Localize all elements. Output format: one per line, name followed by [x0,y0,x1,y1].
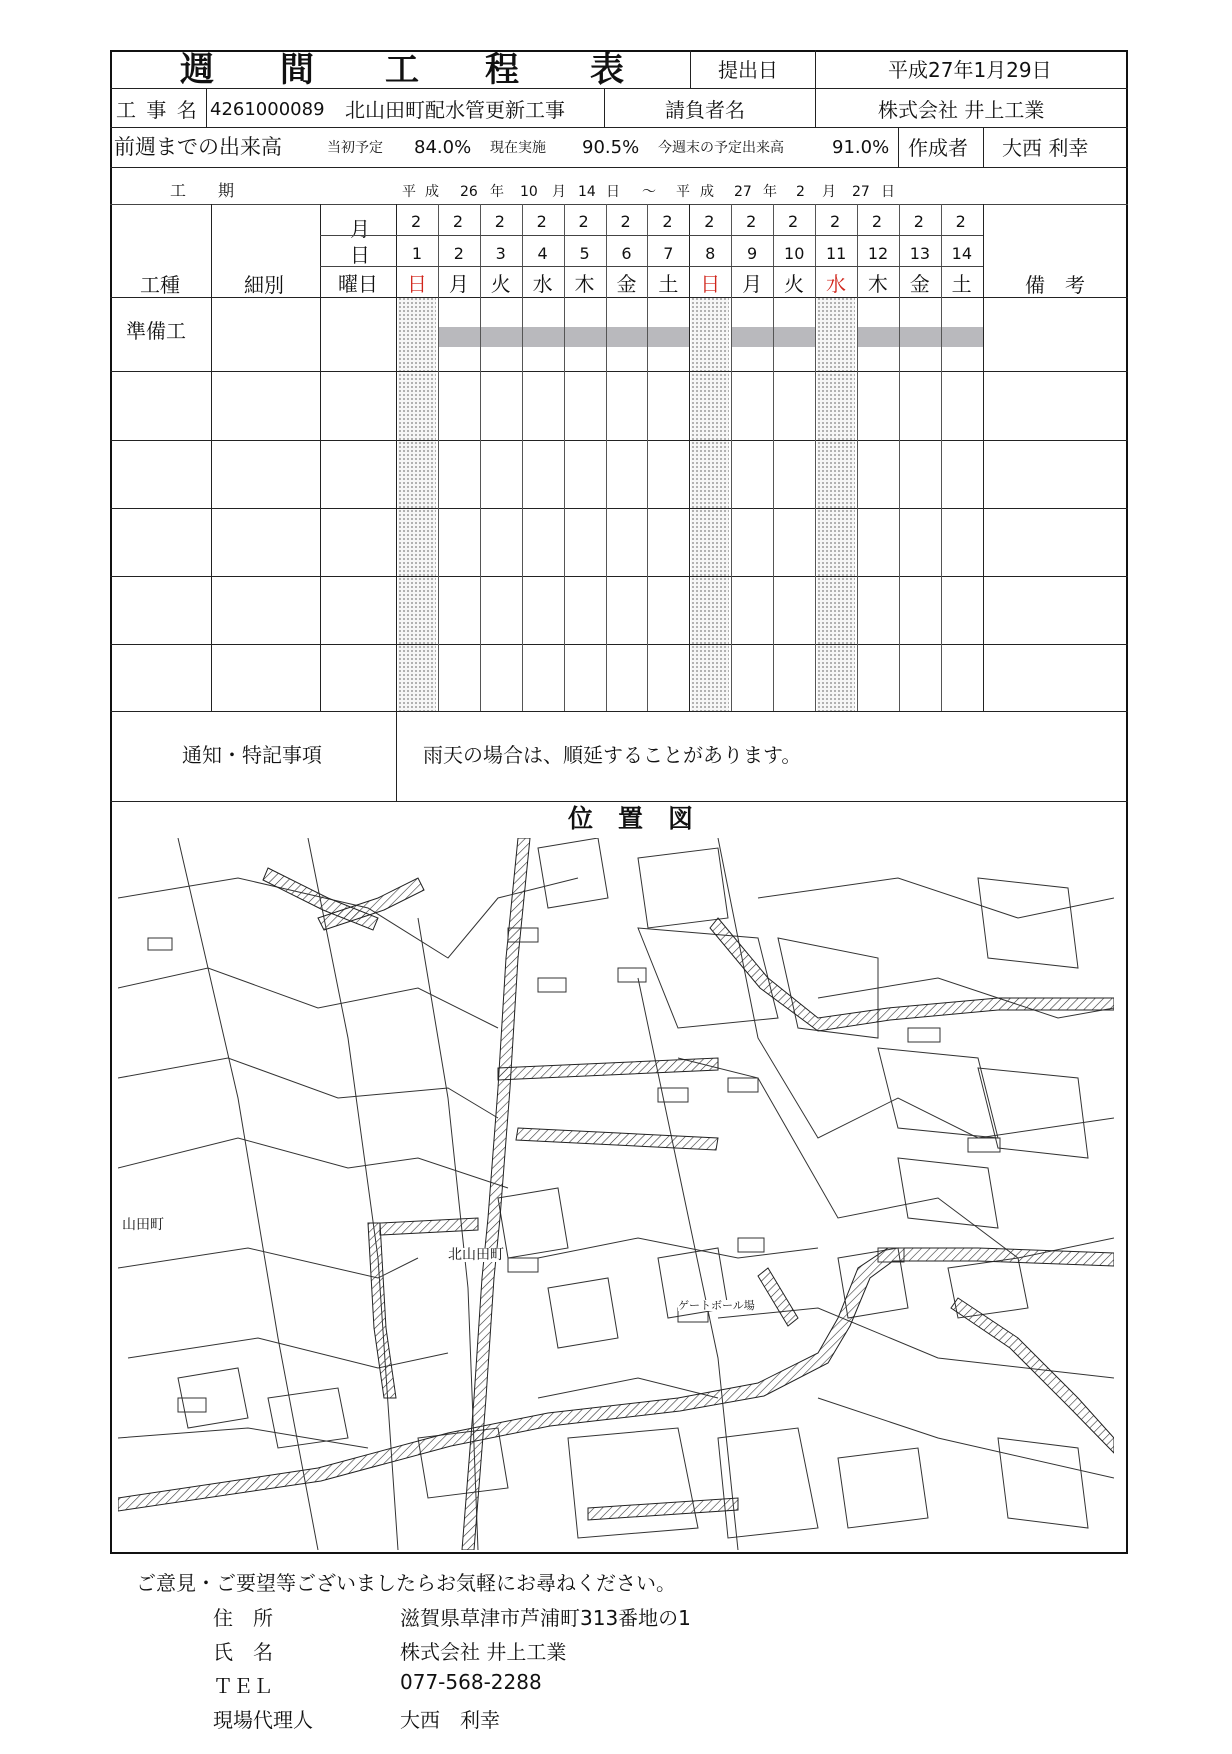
title-char: 週 [180,50,214,90]
work-type: 準備工 [126,319,186,343]
planned-label: 当初予定 [327,140,383,156]
period-char: 27 [734,184,752,200]
month-number: 2 [746,212,757,231]
actual-value: 90.5% [582,137,640,158]
day-number: 12 [867,244,889,263]
day-number: 9 [747,244,758,263]
weekday: 土 [951,272,972,296]
day-number: 11 [825,244,847,263]
contractor-name: 株式会社 井上工業 [878,98,1045,122]
weekday: 日 [700,272,721,296]
submit-date: 平成27年1月29日 [888,58,1052,82]
grid-line [606,204,607,711]
day-number: 13 [909,244,931,263]
day-number: 8 [705,244,716,263]
period-char: 26 [460,184,478,200]
author-label: 作成者 [908,136,968,160]
month-number: 2 [788,212,799,231]
contractor-label: 請負者名 [665,98,745,122]
holiday-column [398,297,436,711]
grid-line [320,266,983,267]
period-char: 14 [578,184,596,200]
day-number: 5 [579,244,590,263]
title-char: 工 [385,50,419,90]
address-label: 住 所 [213,1606,273,1630]
period-char: 平 [402,184,416,200]
holiday-column [817,297,855,711]
grid-line [815,204,816,711]
weekday: 木 [867,272,888,296]
map-label-yamada: 山田町 [122,1217,164,1233]
month-number: 2 [494,212,505,231]
day-number: 2 [453,244,464,263]
project-name: 北山田町配水管更新工事 [345,98,565,122]
month-number: 2 [410,212,422,231]
weekday: 水 [532,272,553,296]
period-char: 27 [852,184,870,200]
tel-value: 077-568-2288 [400,1670,542,1694]
grid-line [689,204,690,711]
location-map-drawing [118,838,1114,1550]
period-char: 年 [763,184,777,200]
submit-date-label: 提出日 [718,58,778,82]
period-char: ～ [642,184,656,200]
month-number: 2 [578,212,589,231]
name-label: 氏 名 [213,1640,273,1664]
actual-label: 現在実施 [490,140,546,156]
planned-value: 84.0% [414,137,472,158]
work-bar [438,327,481,347]
footer-intro: ご意見・ご要望等ございましたらお気軽にお尋ねください。 [136,1571,676,1595]
author-name: 大西 利幸 [1002,136,1089,160]
period-char: 月 [822,184,836,200]
name-value: 株式会社 井上工業 [400,1640,567,1664]
work-bar [522,327,565,347]
month-number: 2 [871,212,883,231]
day-number: 4 [537,244,548,263]
period-char: 日 [881,184,895,200]
period-char: 10 [520,184,538,200]
grid-line [110,440,1128,441]
work-bar [773,327,816,347]
grid-line [396,204,397,711]
period-char: 平 [676,184,690,200]
grid-line [731,204,732,711]
title-char: 表 [590,50,624,90]
day-number: 7 [663,244,674,263]
grid-line [110,644,1128,645]
project-number: 4261000089 [210,99,325,120]
grid-line [899,204,900,711]
grid-line [647,204,648,711]
month-number: 2 [913,212,924,231]
period-char: 日 [606,184,620,200]
day-number: 14 [951,244,972,263]
weekday: 日 [406,272,427,296]
map-title: 位 置 図 [568,804,694,833]
weekday: 土 [658,272,679,296]
work-bar [606,327,649,347]
grid-line [564,204,565,711]
weekday: 木 [574,272,595,296]
work-bar [564,327,607,347]
grid-line [320,204,321,711]
project-label: 工 事 名 [116,98,199,122]
agent-value: 大西 利幸 [400,1708,500,1732]
day-number: 3 [495,244,506,263]
period-char: 2 [796,184,805,200]
map-label-gateball: ゲートボール場 [678,1299,755,1312]
month-label: 月 [350,217,370,241]
grid-line [773,204,774,711]
grid-line [983,204,984,711]
location-map [118,838,1114,1550]
grid-line [522,204,523,711]
remarks-label: 備 考 [1025,273,1085,297]
month-number: 2 [620,212,631,231]
grid-line [857,204,858,711]
type-label: 工種 [140,273,180,297]
weekday: 水 [825,272,846,296]
month-number: 2 [829,212,841,231]
work-bar [480,327,523,347]
notice-label: 通知・特記事項 [182,743,322,767]
weekday: 火 [784,272,805,296]
day-number: 10 [784,244,805,263]
month-number: 2 [662,212,673,231]
tel-label: ＴＥＬ [213,1674,273,1698]
grid-line [110,576,1128,577]
grid-line [941,204,942,711]
month-number: 2 [704,212,715,231]
grid-line [110,371,1128,372]
work-bar [857,327,900,347]
agent-label: 現場代理人 [213,1708,313,1732]
weekday-label: 曜日 [338,272,378,296]
title-char: 間 [280,50,314,90]
weekday: 月 [448,272,469,296]
period-char: 年 [490,184,504,200]
grid-line [110,508,1128,509]
grid-line [480,204,481,711]
work-bar [899,327,942,347]
month-number: 2 [452,212,464,231]
day-number: 1 [411,244,423,263]
grid-line [438,204,439,711]
day-number: 6 [621,244,632,263]
period-char: 成 [425,184,439,200]
title-char: 程 [485,50,519,90]
detail-label: 細別 [244,273,284,297]
work-bar [731,327,774,347]
map-label-kitayamada: 北山田町 [448,1247,504,1263]
weekday: 金 [909,272,930,296]
day-label: 日 [350,243,370,267]
work-bar [941,327,984,347]
period-char: 成 [700,184,714,200]
week-end-value: 91.0% [832,137,890,158]
weekday: 金 [616,272,637,296]
progress-label: 前週までの出来高 [114,135,282,159]
grid-line [110,297,1128,298]
holiday-column [691,297,729,711]
weekday: 月 [742,272,763,296]
weekday: 火 [490,272,511,296]
month-number: 2 [955,212,966,231]
week-end-label: 今週末の予定出来高 [658,140,784,156]
grid-line [320,235,983,236]
work-bar [647,327,690,347]
address-value: 滋賀県草津市芦浦町313番地の1 [400,1606,691,1630]
period-label: 工 期 [170,181,235,200]
month-number: 2 [536,212,547,231]
notice-text: 雨天の場合は、順延することがあります。 [423,743,802,767]
period-char: 月 [552,184,566,200]
grid-line [211,204,212,711]
